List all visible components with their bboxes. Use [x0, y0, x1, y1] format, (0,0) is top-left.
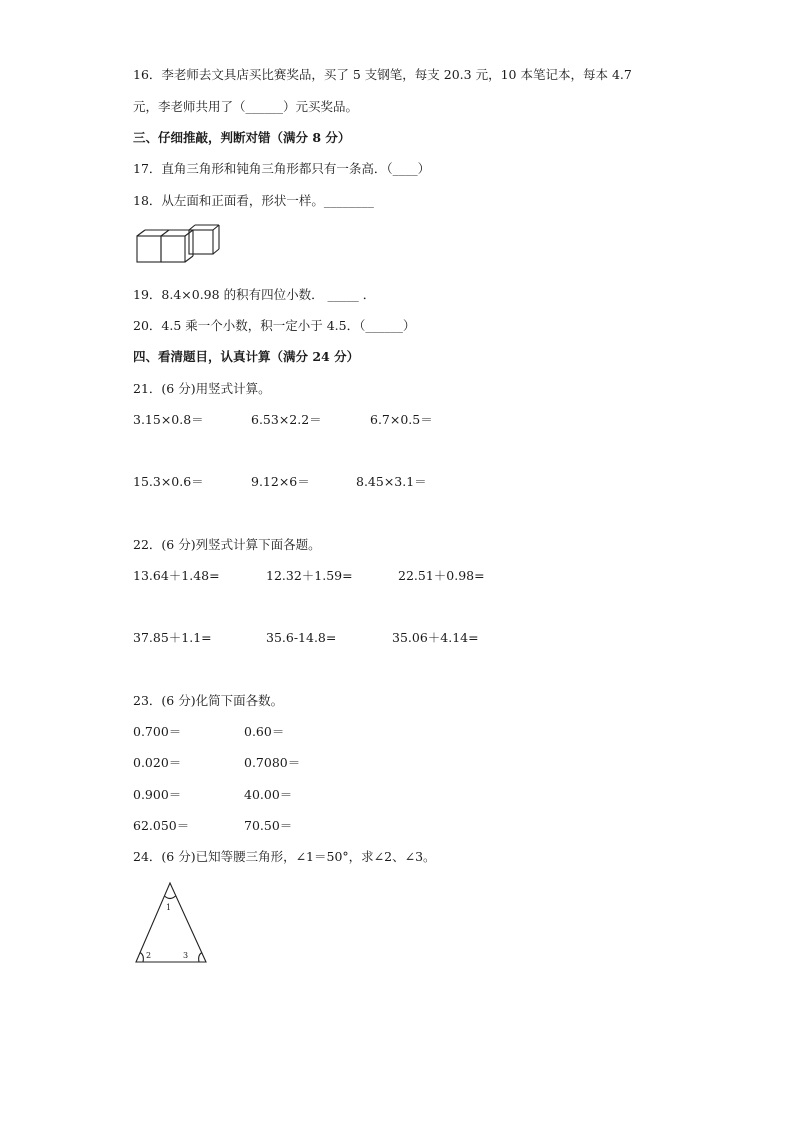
question-20: 20．4.5 乘一个小数，积一定小于 4.5．（______）: [133, 318, 416, 333]
q22-expr-2: 12.32＋1.59=: [266, 568, 353, 583]
isosceles-triangle-figure: [130, 879, 214, 967]
q21-expr-5: 9.12×6＝: [251, 474, 310, 489]
question-22-title: 22．(6 分)列竖式计算下面各题。: [133, 537, 321, 552]
q22-expr-6: 35.06＋4.14=: [392, 630, 479, 645]
angle-1-label: 1: [166, 903, 172, 912]
q23-item-3: 0.020＝: [133, 755, 182, 770]
section-4-heading: 四、看清题目，认真计算（满分 24 分）: [133, 349, 360, 364]
question-24-title: 24．(6 分)已知等腰三角形，∠1＝50°，求∠2、∠3。: [133, 849, 436, 864]
q21-expr-3: 6.7×0.5＝: [370, 412, 433, 427]
q22-expr-4: 37.85＋1.1=: [133, 630, 212, 645]
q23-item-5: 0.900＝: [133, 787, 182, 802]
q23-item-4: 0.7080＝: [244, 755, 301, 770]
q23-item-6: 40.00＝: [244, 787, 293, 802]
q22-expr-1: 13.64＋1.48=: [133, 568, 220, 583]
section-3-heading: 三、仔细推敲，判断对错（满分 8 分）: [133, 130, 351, 145]
question-21-title: 21．(6 分)用竖式计算。: [133, 381, 271, 396]
q23-item-2: 0.60＝: [244, 724, 285, 739]
q23-item-1: 0.700＝: [133, 724, 182, 739]
q21-expr-1: 3.15×0.8＝: [133, 412, 204, 427]
angle-2-label: 2: [146, 951, 152, 960]
question-23-title: 23．(6 分)化简下面各数。: [133, 693, 284, 708]
q23-item-8: 70.50＝: [244, 818, 293, 833]
q22-expr-5: 35.6-14.8=: [266, 630, 337, 645]
question-16-line-1: 16．李老师去文具店买比赛奖品，买了 5 支钢笔，每支 20.3 元，10 本笔记本，每本 4.7: [133, 67, 632, 82]
question-17: 17．直角三角形和钝角三角形都只有一条高．（____）: [133, 161, 431, 176]
cubes-figure: [133, 224, 223, 266]
q21-expr-2: 6.53×2.2＝: [251, 412, 322, 427]
q22-expr-3: 22.51＋0.98=: [398, 568, 485, 583]
q23-item-7: 62.050＝: [133, 818, 190, 833]
angle-3-label: 3: [183, 951, 189, 960]
q21-expr-4: 15.3×0.6＝: [133, 474, 204, 489]
question-16-line-2: 元，李老师共用了（______）元买奖品。: [133, 99, 359, 114]
q21-expr-6: 8.45×3.1＝: [356, 474, 427, 489]
question-19: 19．8.4×0.98 的积有四位小数． _____ ．: [133, 287, 376, 302]
question-18: 18．从左面和正面看，形状一样。________: [133, 193, 374, 208]
